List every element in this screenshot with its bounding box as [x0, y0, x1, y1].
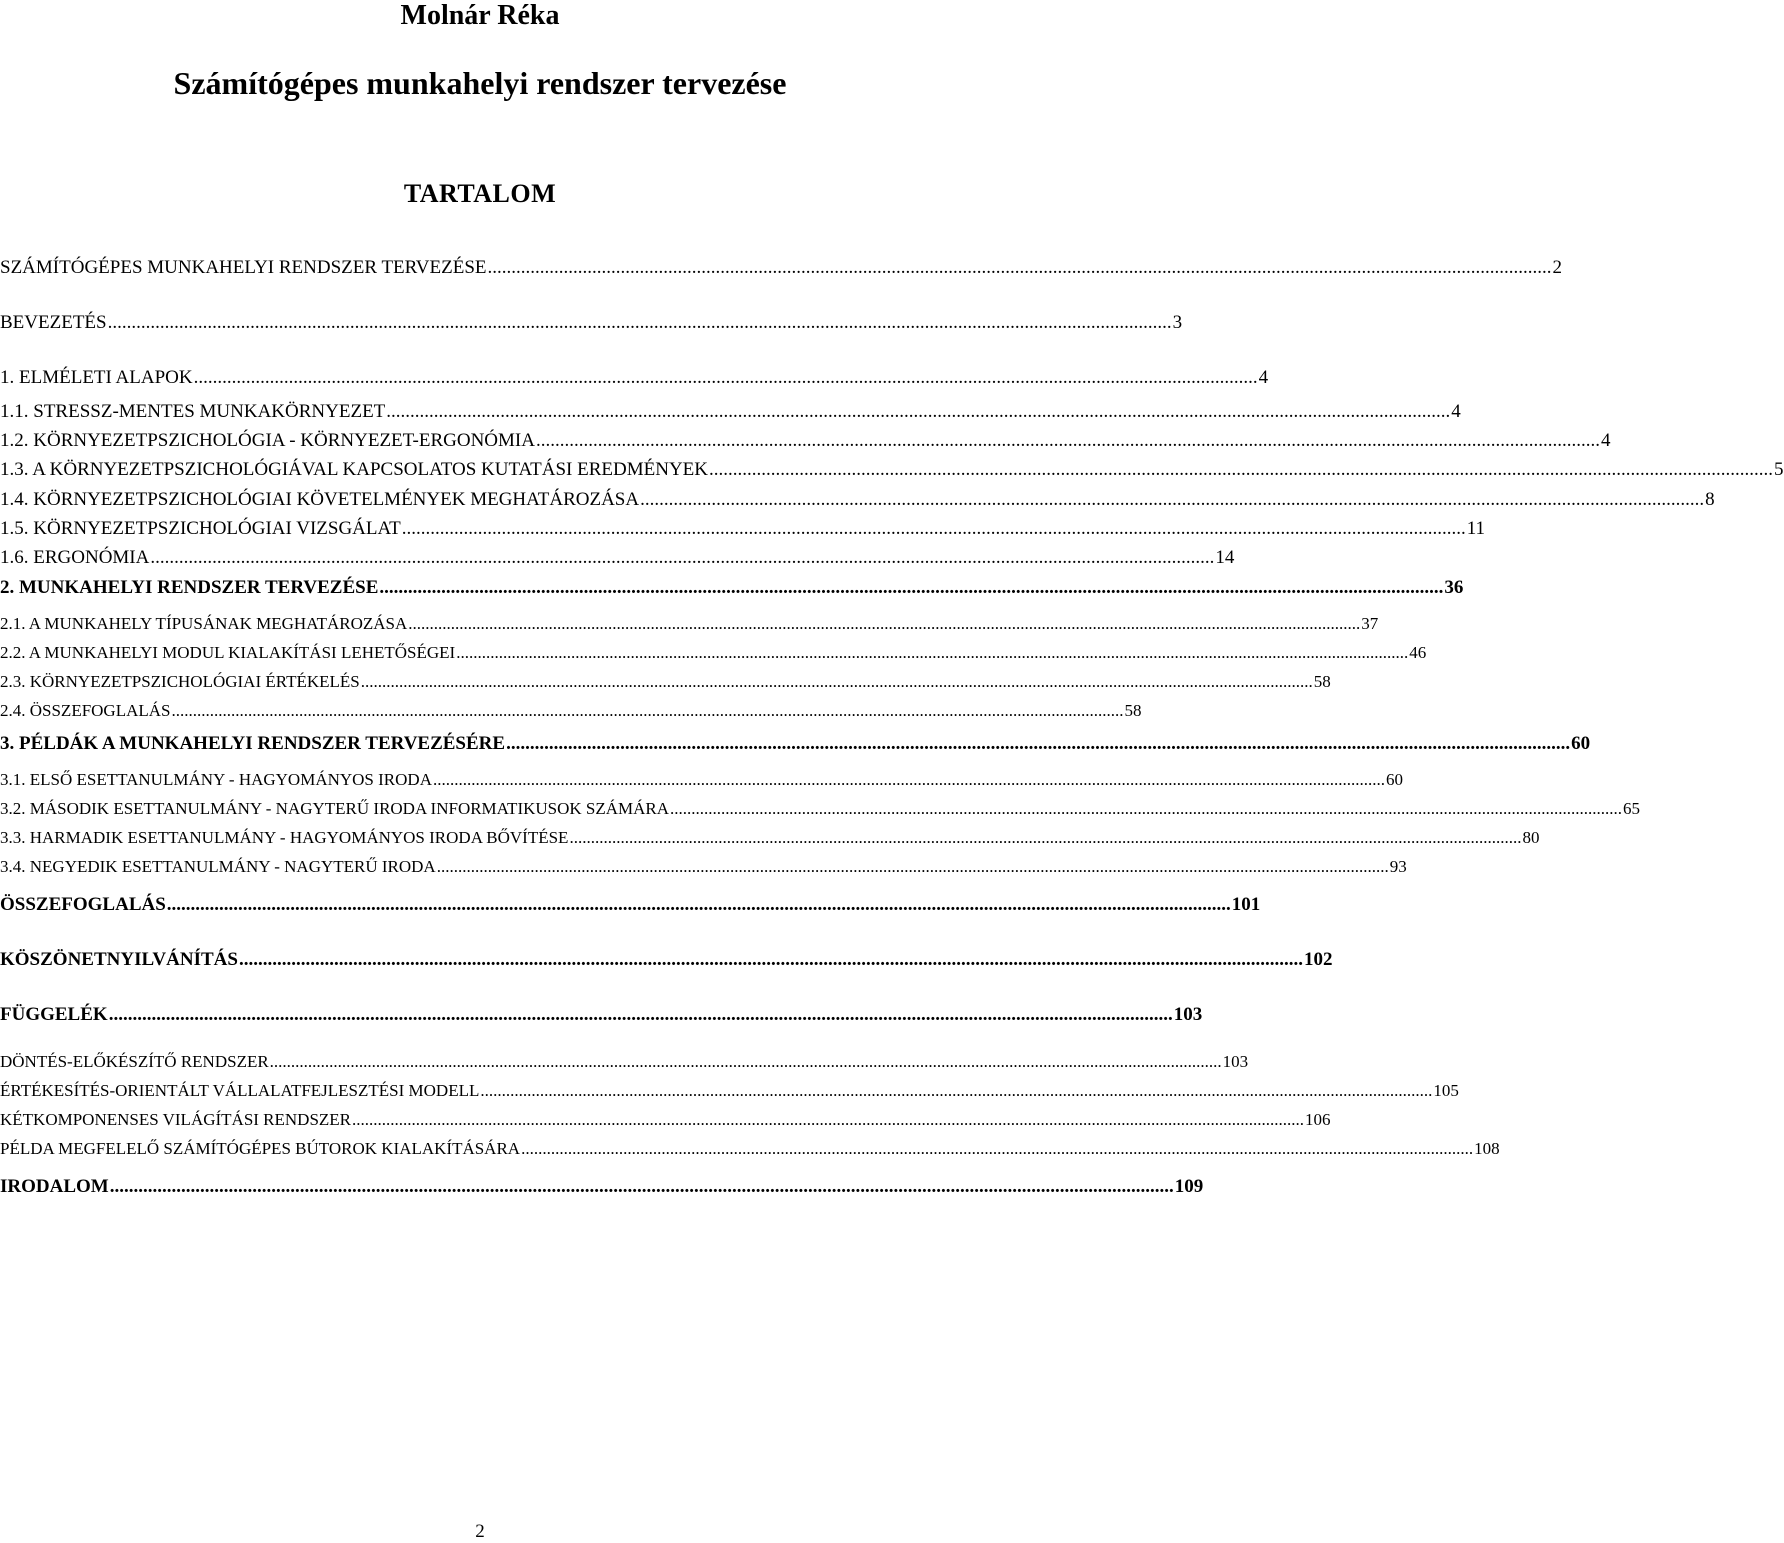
toc-entry-label: DÖNTÉS-ELŐKÉSZÍTŐ RENDSZER — [0, 1052, 269, 1071]
toc-entry[interactable] — [0, 458, 1784, 482]
toc-leader-dots — [352, 1109, 1304, 1131]
toc-entry[interactable] — [0, 893, 1261, 917]
toc-entry-page: 102 — [1303, 949, 1333, 970]
toc-leader-dots — [670, 798, 1622, 820]
toc-entry-label: 1.5. KÖRNYEZETPSZICHOLÓGIAI VIZSGÁLAT — [0, 518, 401, 539]
toc-entry-page: 103 — [1173, 1004, 1203, 1025]
page-number: 2 — [475, 1521, 485, 1542]
toc-leader-dots — [569, 827, 1521, 849]
toc-entry-label: 2.1. A MUNKAHELY TÍPUSÁNAK MEGHATÁROZÁSA — [0, 614, 408, 633]
toc-entry[interactable] — [0, 1109, 1331, 1131]
toc-entry[interactable] — [0, 856, 1407, 878]
toc-leader-dots — [709, 458, 1773, 482]
document-title: Számítógépes munkahelyi rendszer tervezése — [173, 65, 787, 101]
toc-entry-label: 3.2. MÁSODIK ESETTANULMÁNY - NAGYTERŰ IRODA INFORMATIKUSOK SZÁMÁRA — [0, 799, 670, 818]
toc-entry[interactable] — [0, 1003, 1203, 1027]
toc-entry[interactable] — [0, 517, 1486, 541]
toc-entry-label: 2.4. ÖSSZEFOGLALÁS — [0, 701, 171, 720]
toc-entry-label: ÖSSZEFOGLALÁS — [0, 894, 166, 915]
toc-entry-label: KÉTKOMPONENSES VILÁGÍTÁSI RENDSZER — [0, 1110, 352, 1129]
toc-entry-label: BEVEZETÉS — [0, 312, 107, 333]
toc-entry-page: 37 — [1361, 614, 1379, 633]
toc-entry-label: 1.6. ERGONÓMIA — [0, 547, 150, 568]
toc-entry[interactable] — [0, 700, 1142, 722]
toc-entry-page: 109 — [1174, 1176, 1204, 1197]
toc-entry-page: 5 — [1774, 459, 1784, 480]
toc-entry-label: 2.2. A MUNKAHELYI MODUL KIALAKÍTÁSI LEHETŐSÉGEI — [0, 643, 456, 662]
toc-entry-label: 1. ELMÉLETI ALAPOK — [0, 367, 193, 388]
toc-leader-dots — [108, 311, 1172, 335]
toc-leader-dots — [408, 613, 1360, 635]
toc-entry-label: 3.3. HARMADIK ESETTANULMÁNY - HAGYOMÁNYOS IRODA BŐVÍTÉSE — [0, 828, 569, 847]
toc-leader-dots — [433, 769, 1385, 791]
toc-entry-page: 58 — [1124, 701, 1142, 720]
toc-entry-label: 1.3. A KÖRNYEZETPSZICHOLÓGIÁVAL KAPCSOLATOS KUTATÁSI EREDMÉNYEK — [0, 459, 709, 480]
toc-leader-dots — [194, 366, 1258, 390]
toc-entry-label: 3.4. NEGYEDIK ESETTANULMÁNY - NAGYTERŰ IRODA — [0, 857, 436, 876]
toc-heading: TARTALOM — [403, 179, 557, 208]
toc-entry[interactable] — [0, 488, 1715, 512]
toc-entry[interactable] — [0, 1138, 1500, 1160]
toc-entry-label: 1.1. STRESSZ-MENTES MUNKAKÖRNYEZET — [0, 401, 386, 422]
toc-entry-label: ÉRTÉKESÍTÉS-ORIENTÁLT VÁLLALATFEJLESZTÉSI MODELL — [0, 1081, 480, 1100]
toc-entry[interactable] — [0, 311, 1183, 335]
toc-entry[interactable] — [0, 576, 1464, 600]
toc-entry-label: 3.1. ELSŐ ESETTANULMÁNY - HAGYOMÁNYOS IRODA — [0, 770, 432, 789]
toc-entry-label: 3. PÉLDÁK A MUNKAHELYI RENDSZER TERVEZÉSÉRE — [0, 733, 506, 754]
toc-entry-label: PÉLDA MEGFELELŐ SZÁMÍTÓGÉPES BÚTOROK KIALAKÍTÁSÁRA — [0, 1139, 521, 1158]
toc-entry[interactable] — [0, 400, 1461, 424]
toc-entry[interactable] — [0, 1175, 1204, 1199]
toc-entry-page: 103 — [1222, 1052, 1249, 1071]
toc-leader-dots — [172, 700, 1124, 722]
toc-entry-label: 1.4. KÖRNYEZETPSZICHOLÓGIAI KÖVETELMÉNYEK MEGHATÁROZÁSA — [0, 489, 640, 510]
toc-entry[interactable] — [0, 798, 1641, 820]
toc-entry[interactable] — [0, 671, 1331, 693]
toc-leader-dots — [270, 1051, 1222, 1073]
toc-entry-page: 4 — [1600, 430, 1611, 451]
toc-entry-page: 58 — [1313, 672, 1331, 691]
toc-entry[interactable] — [0, 827, 1540, 849]
toc-leader-dots — [488, 256, 1552, 280]
toc-entry-page: 105 — [1433, 1081, 1459, 1100]
toc-entry[interactable] — [0, 429, 1611, 453]
toc-entry-page: 14 — [1215, 547, 1235, 568]
toc-leader-dots — [456, 642, 1408, 664]
toc-leader-dots — [379, 576, 1443, 600]
toc-entry-page: 106 — [1305, 1110, 1331, 1129]
toc-entry-page: 2 — [1552, 257, 1563, 278]
toc-entry-page: 8 — [1705, 489, 1715, 510]
toc-leader-dots — [437, 856, 1389, 878]
toc-leader-dots — [167, 893, 1231, 917]
toc-entry-page: 3 — [1172, 312, 1183, 333]
toc-entry-label: 1.2. KÖRNYEZETPSZICHOLÓGIA - KÖRNYEZET-ERGONÓMIA — [0, 430, 535, 451]
toc-entry-page: 60 — [1385, 770, 1403, 789]
toc-entry-page: 60 — [1571, 733, 1591, 754]
toc-entry-page: 36 — [1444, 577, 1464, 598]
toc-entry[interactable] — [0, 1080, 1459, 1102]
toc-entry-label: KÖSZÖNETNYILVÁNÍTÁS — [0, 949, 238, 970]
toc-entry-page: 65 — [1623, 799, 1641, 818]
toc-entry[interactable] — [0, 769, 1403, 791]
toc-leader-dots — [386, 400, 1450, 424]
toc-entry[interactable] — [0, 732, 1591, 756]
toc-leader-dots — [521, 1138, 1473, 1160]
toc-entry[interactable] — [0, 948, 1333, 972]
toc-leader-dots — [110, 1175, 1174, 1199]
toc-leader-dots — [480, 1080, 1432, 1102]
toc-entry-label: 2. MUNKAHELYI RENDSZER TERVEZÉSE — [0, 577, 379, 598]
toc-leader-dots — [536, 429, 1600, 453]
toc-entry-label: 2.3. KÖRNYEZETPSZICHOLÓGIAI ÉRTÉKELÉS — [0, 672, 360, 691]
toc-leader-dots — [506, 732, 1570, 756]
toc-entry-page: 93 — [1389, 857, 1407, 876]
toc-leader-dots — [402, 517, 1466, 541]
toc-entry-page: 4 — [1451, 401, 1461, 422]
toc-entry[interactable] — [0, 613, 1379, 635]
toc-entry-label: IRODALOM — [0, 1176, 109, 1197]
toc-entry[interactable] — [0, 366, 1269, 390]
toc-entry[interactable] — [0, 546, 1235, 570]
toc-entry-label: FÜGGELÉK — [0, 1004, 108, 1025]
author-name: Molnár Réka — [400, 0, 560, 31]
toc-leader-dots — [640, 488, 1704, 512]
toc-entry-page: 4 — [1258, 367, 1269, 388]
toc-entry[interactable] — [0, 1051, 1249, 1073]
toc-entry-label: SZÁMÍTÓGÉPES MUNKAHELYI RENDSZER TERVEZÉSE — [0, 257, 487, 278]
toc-entry[interactable] — [0, 642, 1427, 664]
toc-entry-page: 46 — [1409, 643, 1427, 662]
toc-entry[interactable] — [0, 256, 1563, 280]
toc-entry-page: 101 — [1231, 894, 1261, 915]
toc-entry-page: 108 — [1474, 1139, 1500, 1158]
toc-leader-dots — [361, 671, 1313, 693]
toc-entry-page: 80 — [1522, 828, 1540, 847]
toc-leader-dots — [239, 948, 1303, 972]
toc-leader-dots — [109, 1003, 1173, 1027]
toc-leader-dots — [150, 546, 1214, 570]
toc-entry-page: 11 — [1466, 518, 1486, 539]
